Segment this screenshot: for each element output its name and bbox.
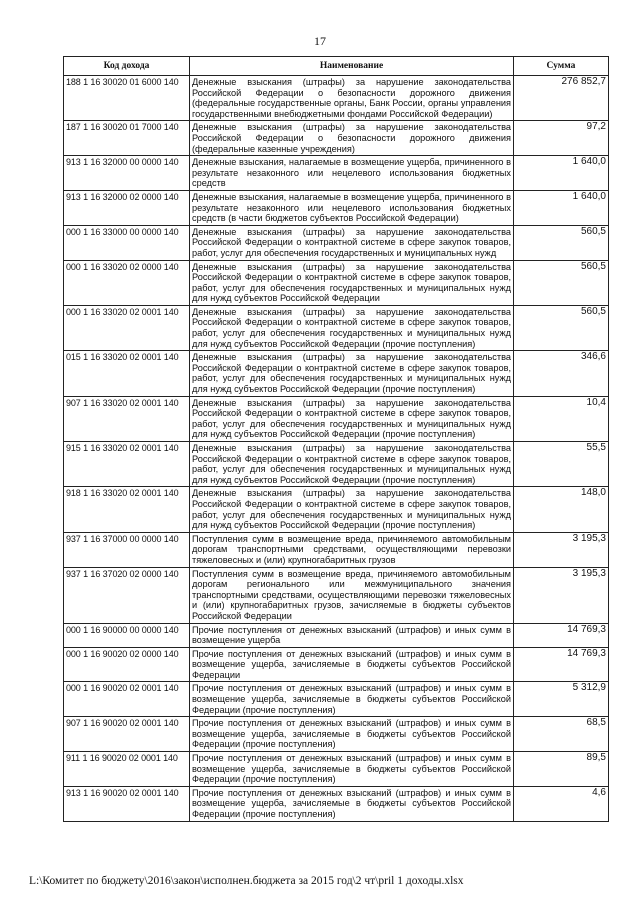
revenue-name-cell: Прочие поступления от денежных взысканий (штрафов) и иных сумм в возмещение ущерба, зачисляемые в бюджеты субъектов Российской Федерации (прочие поступления) bbox=[190, 752, 514, 787]
revenue-code-cell: 907 1 16 90020 02 0001 140 bbox=[64, 717, 190, 752]
revenue-code-cell: 187 1 16 30020 01 7000 140 bbox=[64, 121, 190, 156]
table-row bbox=[64, 396, 609, 441]
table-row bbox=[64, 487, 609, 532]
revenue-name-cell: Денежные взыскания (штрафы) за нарушение законодательства Российской Федерации о безопасности дорожного движения (федеральные государственные органы, Банк России, органы управления государственными внебюджетными фондами Российской Федерации) bbox=[190, 76, 514, 121]
page-number: 17 bbox=[314, 34, 326, 48]
table-row bbox=[64, 682, 609, 717]
revenue-code-cell: 907 1 16 33020 02 0001 140 bbox=[64, 396, 190, 441]
table-row bbox=[64, 351, 609, 396]
revenue-code-cell: 000 1 16 90020 02 0001 140 bbox=[64, 682, 190, 717]
revenue-code-cell: 915 1 16 33020 02 0001 140 bbox=[64, 442, 190, 487]
revenue-name-cell: Прочие поступления от денежных взысканий (штрафов) и иных сумм в возмещение ущерба, зачисляемые в бюджеты субъектов Российской Федерации (прочие поступления) bbox=[190, 786, 514, 821]
revenue-table bbox=[63, 56, 609, 822]
revenue-sum-cell: 276 852,7 bbox=[514, 76, 609, 121]
table-row bbox=[64, 647, 609, 682]
revenue-code-cell: 937 1 16 37020 02 0000 140 bbox=[64, 567, 190, 623]
revenue-sum-cell: 560,5 bbox=[514, 305, 609, 350]
revenue-code-cell: 913 1 16 32000 00 0000 140 bbox=[64, 156, 190, 191]
table-row bbox=[64, 717, 609, 752]
revenue-name-cell: Поступления сумм в возмещение вреда, причиняемого автомобильным дорогам регионального или межмуниципального значения транспортными средствами, осуществляющими перевозки тяжеловесных и (или) крупногабаритных грузов, зачисляемые в бюджеты субъектов Российской Федерации bbox=[190, 567, 514, 623]
table-row bbox=[64, 532, 609, 567]
revenue-sum-cell: 560,5 bbox=[514, 260, 609, 305]
table-row bbox=[64, 156, 609, 191]
revenue-sum-cell: 346,6 bbox=[514, 351, 609, 396]
revenue-sum-cell: 97,2 bbox=[514, 121, 609, 156]
revenue-name-cell: Денежные взыскания (штрафы) за нарушение законодательства Российской Федерации о контрактной системе в сфере закупок товаров, работ, услуг для обеспечения государственных и муниципальных нужд bbox=[190, 225, 514, 260]
header-code: Код дохода bbox=[64, 57, 190, 76]
revenue-name-cell: Денежные взыскания (штрафы) за нарушение законодательства Российской Федерации о контрактной системе в сфере закупок товаров, работ, услуг для обеспечения государственных и муниципальных нужд для нужд субъектов Российской Федерации (прочие поступления) bbox=[190, 487, 514, 532]
revenue-code-cell: 000 1 16 90000 00 0000 140 bbox=[64, 623, 190, 647]
revenue-sum-cell: 148,0 bbox=[514, 487, 609, 532]
revenue-sum-cell: 14 769,3 bbox=[514, 647, 609, 682]
revenue-code-cell: 015 1 16 33020 02 0001 140 bbox=[64, 351, 190, 396]
revenue-code-cell: 918 1 16 33020 02 0001 140 bbox=[64, 487, 190, 532]
revenue-code-cell: 000 1 16 33020 02 0000 140 bbox=[64, 260, 190, 305]
revenue-code-cell: 913 1 16 90020 02 0001 140 bbox=[64, 786, 190, 821]
revenue-code-cell: 000 1 16 33020 02 0001 140 bbox=[64, 305, 190, 350]
table-row bbox=[64, 786, 609, 821]
revenue-name-cell: Прочие поступления от денежных взысканий (штрафов) и иных сумм в возмещение ущерба bbox=[190, 623, 514, 647]
revenue-name-cell: Прочие поступления от денежных взысканий (штрафов) и иных сумм в возмещение ущерба, зачисляемые в бюджеты субъектов Российской Федерации bbox=[190, 647, 514, 682]
revenue-sum-cell: 10,4 bbox=[514, 396, 609, 441]
table-row bbox=[64, 190, 609, 225]
revenue-sum-cell: 1 640,0 bbox=[514, 190, 609, 225]
revenue-sum-cell: 1 640,0 bbox=[514, 156, 609, 191]
revenue-name-cell: Поступления сумм в возмещение вреда, причиняемого автомобильным дорогам транспортными средствами, осуществляющими перевозки тяжеловесных и (или) крупногабаритных грузов bbox=[190, 532, 514, 567]
revenue-name-cell: Денежные взыскания (штрафы) за нарушение законодательства Российской Федерации о безопасности дорожного движения (федеральные казенные учреждения) bbox=[190, 121, 514, 156]
table-row bbox=[64, 76, 609, 121]
table-row bbox=[64, 567, 609, 623]
revenue-code-cell: 188 1 16 30020 01 6000 140 bbox=[64, 76, 190, 121]
revenue-sum-cell: 55,5 bbox=[514, 442, 609, 487]
revenue-sum-cell: 3 195,3 bbox=[514, 532, 609, 567]
revenue-name-cell: Денежные взыскания (штрафы) за нарушение законодательства Российской Федерации о контрактной системе в сфере закупок товаров, работ, услуг для обеспечения государственных и муниципальных нужд для нужд субъектов Российской Федерации (прочие поступления) bbox=[190, 442, 514, 487]
revenue-name-cell: Прочие поступления от денежных взысканий (штрафов) и иных сумм в возмещение ущерба, зачисляемые в бюджеты субъектов Российской Федерации (прочие поступления) bbox=[190, 717, 514, 752]
table-header-row bbox=[64, 57, 609, 76]
table-row bbox=[64, 623, 609, 647]
revenue-name-cell: Денежные взыскания (штрафы) за нарушение законодательства Российской Федерации о контрактной системе в сфере закупок товаров, работ, услуг для обеспечения государственных и муниципальных нужд для нужд субъектов Российской Федерации (прочие поступления) bbox=[190, 305, 514, 350]
table-body bbox=[64, 76, 609, 822]
revenue-sum-cell: 68,5 bbox=[514, 717, 609, 752]
revenue-code-cell: 000 1 16 33000 00 0000 140 bbox=[64, 225, 190, 260]
revenue-name-cell: Денежные взыскания (штрафы) за нарушение законодательства Российской Федерации о контрактной системе в сфере закупок товаров, работ, услуг для обеспечения государственных и муниципальных нужд для нужд субъектов Российской Федерации (прочие поступления) bbox=[190, 351, 514, 396]
table-row bbox=[64, 442, 609, 487]
revenue-sum-cell: 89,5 bbox=[514, 752, 609, 787]
file-path-footer: L:\Комитет по бюджету\2016\закон\исполнен.бюджета за 2015 год\2 чт\pril 1 доходы.xlsx bbox=[29, 875, 464, 887]
table-row bbox=[64, 121, 609, 156]
header-sum: Сумма bbox=[514, 57, 609, 76]
revenue-name-cell: Денежные взыскания (штрафы) за нарушение законодательства Российской Федерации о контрактной системе в сфере закупок товаров, работ, услуг для обеспечения государственных и муниципальных нужд для нужд субъектов Российской Федерации bbox=[190, 260, 514, 305]
revenue-name-cell: Денежные взыскания, налагаемые в возмещение ущерба, причиненного в результате незаконного или нецелевого использования бюджетных средств bbox=[190, 156, 514, 191]
revenue-sum-cell: 4,6 bbox=[514, 786, 609, 821]
table-row bbox=[64, 260, 609, 305]
revenue-code-cell: 937 1 16 37000 00 0000 140 bbox=[64, 532, 190, 567]
revenue-name-cell: Прочие поступления от денежных взысканий (штрафов) и иных сумм в возмещение ущерба, зачисляемые в бюджеты субъектов Российской Федерации (прочие поступления) bbox=[190, 682, 514, 717]
revenue-sum-cell: 14 769,3 bbox=[514, 623, 609, 647]
revenue-name-cell: Денежные взыскания (штрафы) за нарушение законодательства Российской Федерации о контрактной системе в сфере закупок товаров, работ, услуг для обеспечения государственных и муниципальных нужд для нужд субъектов Российской Федерации (прочие поступления) bbox=[190, 396, 514, 441]
revenue-code-cell: 911 1 16 90020 02 0001 140 bbox=[64, 752, 190, 787]
revenue-code-cell: 913 1 16 32000 02 0000 140 bbox=[64, 190, 190, 225]
revenue-sum-cell: 3 195,3 bbox=[514, 567, 609, 623]
revenue-name-cell: Денежные взыскания, налагаемые в возмещение ущерба, причиненного в результате незаконного или нецелевого использования бюджетных средств (в части бюджетов субъектов Российской Федерации) bbox=[190, 190, 514, 225]
header-name: Наименование bbox=[190, 57, 514, 76]
revenue-sum-cell: 560,5 bbox=[514, 225, 609, 260]
table-row bbox=[64, 752, 609, 787]
revenue-sum-cell: 5 312,9 bbox=[514, 682, 609, 717]
revenue-code-cell: 000 1 16 90020 02 0000 140 bbox=[64, 647, 190, 682]
table-row bbox=[64, 225, 609, 260]
table-row bbox=[64, 305, 609, 350]
